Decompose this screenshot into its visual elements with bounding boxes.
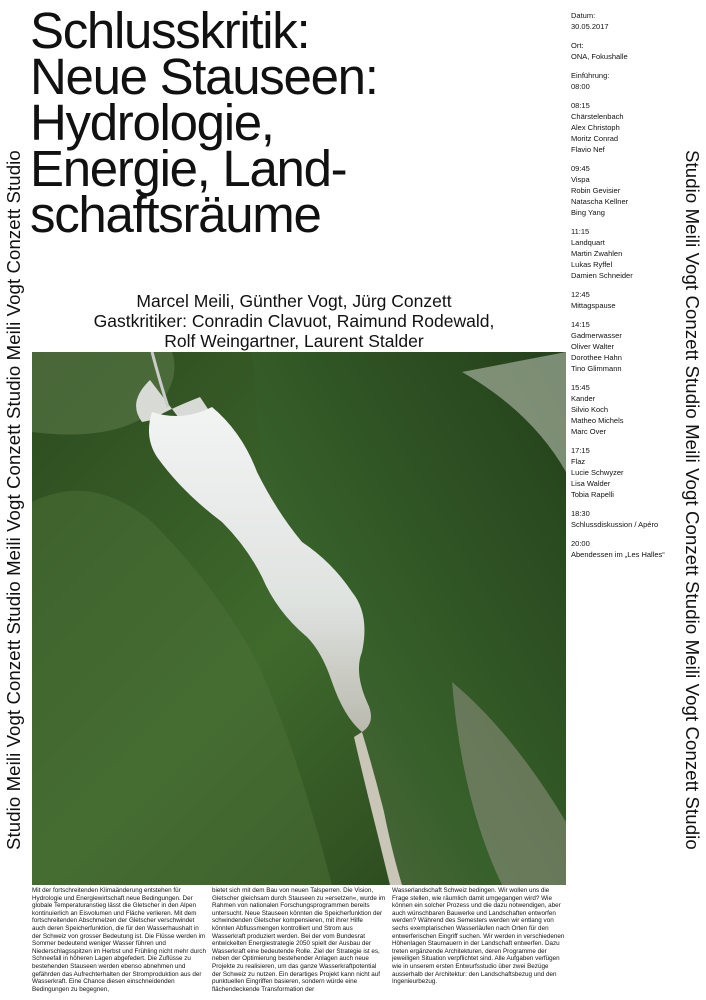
schedule-student: Lucie Schwyzer — [571, 468, 624, 477]
body-column — [392, 887, 566, 995]
schedule-student: Bing Yang — [571, 208, 605, 217]
schedule-value: ONA, Fokushalle — [571, 52, 628, 61]
schedule-time: 18:30 — [571, 509, 590, 518]
schedule-student: Dorothee Hahn — [571, 353, 622, 362]
body-paragraph: bietet sich mit dem Bau von neuen Talsperren. Die Vision, Gletscher gleichsam durch Stauseen zu »ersetzen«, wurde im Rahmen von nationalen Forschungsprogrammen bereits untersucht. Neue Stauseen könnten die Speicherfunktion der schwindenden Gletscher kompensieren, mit ihrer Hilfe könnten Abflussmengen kontrolliert und Strom aus Wasserkraft produziert werden. Bei der vom Bundesrat entwickelten Energiestrategie 2050 spielt der Ausbau der Wasserkraft eine bedeutende Rolle. Ziel der Strategie ist es, neben der Optimierung bestehender Anlagen auch neue Projekte zu realisieren, um das ganze Wasserkraftpotential der Schweiz zu nutzen. Ein derartiges Projekt kann nicht auf punktuellen Eingriffen basieren, sondern würde eine flächendeckende Transformation der — [212, 887, 386, 993]
schedule-student: Martin Zwahlen — [571, 249, 623, 258]
schedule-block-0815 — [571, 100, 675, 155]
schedule-label: Datum: — [571, 11, 596, 20]
schedule-student: Oliver Walter — [571, 342, 615, 351]
vertical-side-text-left: Studio Meili Vogt Conzett Studio Meili Vogt Conzett Studio Meili Vogt Conzett Studio — [3, 150, 24, 850]
schedule-project: Chärstelenbach — [571, 112, 624, 121]
schedule-student: Tino Glimmann — [571, 364, 622, 373]
aerial-photo-reservoir — [32, 352, 566, 885]
schedule-time: 20:00 — [571, 539, 590, 548]
schedule-student: Damien Schneider — [571, 271, 633, 280]
credits — [30, 291, 558, 351]
schedule-time: 09:45 — [571, 164, 590, 173]
schedule-time: 12:45 — [571, 290, 590, 299]
schedule-student: Marc Over — [571, 427, 607, 436]
body-column — [212, 887, 386, 995]
aerial-photo-graphic — [32, 352, 566, 885]
schedule-block-1715 — [571, 445, 675, 500]
schedule-block-location — [571, 40, 675, 62]
body-text — [32, 887, 566, 995]
schedule-label: Ort: — [571, 41, 584, 50]
schedule-student: Natascha Kellner — [571, 197, 629, 206]
schedule-value: 30.05.2017 — [571, 22, 609, 31]
schedule-time: 08:15 — [571, 101, 590, 110]
title-line: Energie, Land- — [30, 140, 347, 197]
schedule-student: Alex Christoph — [571, 123, 620, 132]
schedule-project: Gadmerwasser — [571, 331, 622, 340]
schedule-item: Schlussdiskussion / Apéro — [571, 520, 659, 529]
schedule-item: Mittagspause — [571, 301, 616, 310]
schedule-time: 11:15 — [571, 227, 590, 236]
schedule-block-intro — [571, 70, 675, 92]
schedule-block-1115 — [571, 226, 675, 281]
schedule-project: Flaz — [571, 457, 586, 466]
schedule-student: Lukas Ryffel — [571, 260, 613, 269]
title-line: Neue Stauseen: — [30, 48, 378, 105]
body-paragraph: Wasserlandschaft Schweiz bedingen. Wir wollen uns die Frage stellen, wie räumlich damit umgegangen wird? Wie können ein solcher Prozess und die dazu notwendigen, aber auch wünschbaren Bauwerke und Landschaften entworfen werden? Während des Semesters werden wir entlang von sechs exemplarischen Wasserläufen nach Orten für den entwerferischen Eingriff suchen. Wir werden in verschiedenen Höhenlagen Staumauern in der Landschaft entwerfen. Dazu treten ergänzende Architekturen, deren Programme der jeweiligen Situation verpflichtet sind. Alle Aufgaben verfügen wie in unserem ersten Entwurfsstudio über zwei Bezüge ausserhalb der Architektur: den Landschaftsbezug und den Ingenieurbezug. — [392, 887, 565, 986]
schedule-block-0945 — [571, 163, 675, 218]
schedule-project: Kander — [571, 394, 596, 403]
vertical-side-text-right: Studio Meili Vogt Conzett Studio Meili Vogt Conzett Studio Meili Vogt Conzett Studio — [682, 150, 703, 850]
schedule-time: 15:45 — [571, 383, 590, 392]
credit-line: Marcel Meili, Günther Vogt, Jürg Conzett — [136, 291, 452, 311]
body-paragraph: Mit der fortschreitenden Klimaänderung entstehen für Hydrologie und Energiewirtschaft neue Bedingungen. Der globale Temperaturanstieg lässt die Gletscher in den Alpen kontinuierlich an Eisvolumen und Fläche verlieren. Mit dem fortschreitenden Abschmelzen der Gletscher verschwindet auch deren Speicherfunktion, die für den Wasserhaushalt in der Schweiz von grosser Bedeutung ist. Die Flüsse werden im Sommer bedeutend weniger Wasser führen und Niederschlagsspitzen im Herbst und Frühling nicht mehr durch Schneefall in höheren Lagen abgefedert. Die Zuflüsse zu bestehenden Stauseen werden ebenso abnehmen und gefährden das Aufrechterhalten der Stromproduktion aus der Wasserkraft. Eine Chance diesen einschneidenden Bedingungen zu begegnen, — [32, 887, 206, 993]
title-line: Schlusskritik: — [30, 2, 310, 59]
schedule-block-2000 — [571, 538, 675, 560]
event-schedule — [571, 10, 675, 568]
schedule-project: Vispa — [571, 175, 590, 184]
title-line: Hydrologie, — [30, 94, 274, 151]
schedule-block-1415 — [571, 319, 675, 374]
poster-title — [30, 2, 550, 243]
schedule-time: 17:15 — [571, 446, 590, 455]
schedule-block-1245 — [571, 289, 675, 311]
schedule-item: Abendessen im „Les Halles“ — [571, 550, 665, 559]
credit-line: Gastkritiker: Conradin Clavuot, Raimund Rodewald, — [93, 311, 495, 331]
schedule-student: Silvio Koch — [571, 405, 609, 414]
schedule-student: Moritz Conrad — [571, 134, 619, 143]
schedule-project: Landquart — [571, 238, 605, 247]
schedule-student: Tobia Rapelli — [571, 490, 614, 499]
credit-line: Rolf Weingartner, Laurent Stalder — [164, 331, 424, 351]
schedule-value: 08:00 — [571, 82, 590, 91]
schedule-label: Einführung: — [571, 71, 610, 80]
schedule-time: 14:15 — [571, 320, 590, 329]
schedule-student: Lisa Walder — [571, 479, 611, 488]
schedule-block-1545 — [571, 382, 675, 437]
schedule-student: Flavio Nef — [571, 145, 605, 154]
title-line: schaftsräume — [30, 186, 321, 243]
schedule-block-1830 — [571, 508, 675, 530]
body-column — [32, 887, 206, 995]
schedule-student: Robin Gevisier — [571, 186, 621, 195]
schedule-block-date — [571, 10, 675, 32]
schedule-student: Matheo Michels — [571, 416, 624, 425]
